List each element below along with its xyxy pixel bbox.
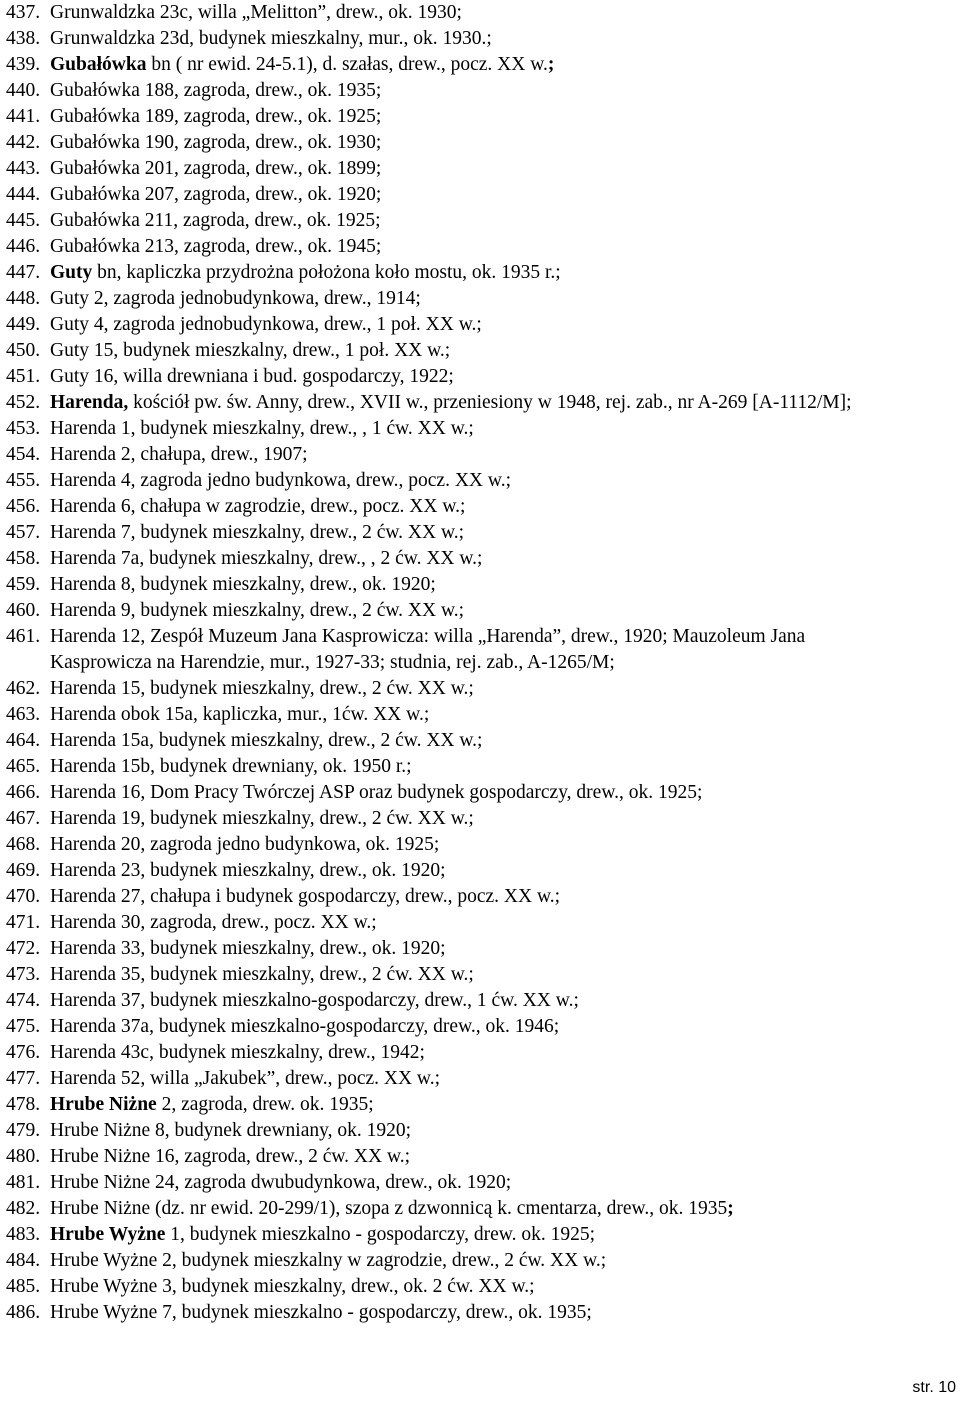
- list-item: [6, 676, 954, 702]
- entry-number: 460.: [6, 600, 41, 621]
- entry-text: Hrube Niżne (dz. nr ewid. 20-299/1), szopa z dzwonnicą k. cmentarza, drew., ok. 1935: [50, 1198, 728, 1219]
- list-item: [6, 1066, 954, 1092]
- entry-number: 484.: [6, 1250, 41, 1271]
- entry-number: 486.: [6, 1302, 41, 1323]
- entry-text: Gubałówka 211, zagroda, drew., ok. 1925;: [50, 210, 381, 231]
- entry-number: 455.: [6, 470, 41, 491]
- entry-text: Gubałówka 188, zagroda, drew., ok. 1935;: [50, 80, 382, 101]
- entry-text: Hrube Niżne 8, budynek drewniany, ok. 1920;: [50, 1120, 412, 1141]
- entry-text: Harenda 19, budynek mieszkalny, drew., 2 ćw. XX w.;: [50, 808, 474, 829]
- entry-number: 465.: [6, 756, 41, 777]
- list-item: [6, 1014, 954, 1040]
- entry-number: 483.: [6, 1224, 41, 1245]
- entry-text: Harenda 27, chałupa i budynek gospodarczy, drew., pocz. XX w.;: [50, 886, 561, 907]
- list-item: [6, 494, 954, 520]
- list-item: [6, 468, 954, 494]
- list-item: [6, 780, 954, 806]
- entry-text: Hrube Wyżne 3, budynek mieszkalny, drew., ok. 2 ćw. XX w.;: [50, 1276, 535, 1297]
- entry-text: Hrube Wyżne 7, budynek mieszkalno - gospodarczy, drew., ok. 1935;: [50, 1302, 592, 1323]
- entry-number: 482.: [6, 1198, 41, 1219]
- entry-number: 475.: [6, 1016, 41, 1037]
- entry-text: Harenda 20, zagroda jedno budynkowa, ok. 1925;: [50, 834, 440, 855]
- list-item: [6, 338, 954, 364]
- list-item: [6, 26, 954, 52]
- entry-number: 441.: [6, 106, 41, 127]
- entry-number: 467.: [6, 808, 41, 829]
- list-item: [6, 1092, 954, 1118]
- list-item: [6, 104, 954, 130]
- list-item: [6, 858, 954, 884]
- entry-number: 456.: [6, 496, 41, 517]
- entry-number: 442.: [6, 132, 41, 153]
- entry-text: 2, zagroda, drew. ok. 1935;: [156, 1094, 374, 1115]
- entry-number: 464.: [6, 730, 41, 751]
- entry-text: Guty 16, willa drewniana i bud. gospodarczy, 1922;: [50, 366, 454, 387]
- list-item: [6, 286, 954, 312]
- list-item: [6, 728, 954, 754]
- entry-text: bn ( nr ewid. 24-5.1), d. szałas, drew., pocz. XX w.: [146, 54, 548, 75]
- entry-text: Harenda 9, budynek mieszkalny, drew., 2 ćw. XX w.;: [50, 600, 465, 621]
- entry-number: 480.: [6, 1146, 41, 1167]
- entry-number: 454.: [6, 444, 41, 465]
- list-item: [6, 624, 954, 676]
- list-item: [6, 884, 954, 910]
- entry-text: Harenda 33, budynek mieszkalny, drew., ok. 1920;: [50, 938, 446, 959]
- entry-text-continuation: Kasprowicza na Harendzie, mur., 1927-33; studnia, rej. zab., A-1265/M;: [50, 652, 615, 673]
- list-item: [6, 806, 954, 832]
- entry-text: Harenda,: [50, 392, 129, 413]
- entry-text: Guty 4, zagroda jednobudynkowa, drew., 1 poł. XX w.;: [50, 314, 482, 335]
- entry-number: 439.: [6, 54, 41, 75]
- list-item: [6, 910, 954, 936]
- entry-number: 468.: [6, 834, 41, 855]
- entry-number: 469.: [6, 860, 41, 881]
- entry-number: 476.: [6, 1042, 41, 1063]
- list-item: [6, 988, 954, 1014]
- entry-number: 472.: [6, 938, 41, 959]
- entry-number: 473.: [6, 964, 41, 985]
- entry-text: Gubałówka 190, zagroda, drew., ok. 1930;: [50, 132, 382, 153]
- entry-text: Harenda 15, budynek mieszkalny, drew., 2 ćw. XX w.;: [50, 678, 474, 699]
- list-item: [6, 832, 954, 858]
- entry-text: Gubałówka 201, zagroda, drew., ok. 1899;: [50, 158, 382, 179]
- entry-number: 437.: [6, 2, 41, 23]
- list-item: [6, 520, 954, 546]
- list-item: [6, 1170, 954, 1196]
- list-item: [6, 390, 954, 416]
- list-item: [6, 702, 954, 728]
- entry-text: Gubałówka 189, zagroda, drew., ok. 1925;: [50, 106, 382, 127]
- list-item: [6, 572, 954, 598]
- entry-text: ;: [547, 54, 555, 75]
- list-item: [6, 754, 954, 780]
- list-item: [6, 1300, 954, 1326]
- list-item: [6, 442, 954, 468]
- entry-number: 481.: [6, 1172, 41, 1193]
- entry-number: 443.: [6, 158, 41, 179]
- list-item: [6, 1144, 954, 1170]
- entry-text: Harenda 37a, budynek mieszkalno-gospodarczy, drew., ok. 1946;: [50, 1016, 560, 1037]
- entry-number: 438.: [6, 28, 41, 49]
- list-item: [6, 78, 954, 104]
- list-item: [6, 962, 954, 988]
- page-number: str. 10: [912, 1379, 956, 1396]
- entry-number: 463.: [6, 704, 41, 725]
- entry-number: 462.: [6, 678, 41, 699]
- entry-text: Harenda 52, willa „Jakubek”, drew., pocz. XX w.;: [50, 1068, 441, 1089]
- list-item: [6, 182, 954, 208]
- entry-number: 457.: [6, 522, 41, 543]
- entry-text: Harenda 2, chałupa, drew., 1907;: [50, 444, 308, 465]
- entry-text: Hrube Wyżne 2, budynek mieszkalny w zagrodzie, drew., 2 ćw. XX w.;: [50, 1250, 607, 1271]
- entry-number: 445.: [6, 210, 41, 231]
- entry-number: 470.: [6, 886, 41, 907]
- list-item: [6, 1196, 954, 1222]
- entry-text: Harenda 37, budynek mieszkalno-gospodarczy, drew., 1 ćw. XX w.;: [50, 990, 579, 1011]
- list-item: [6, 936, 954, 962]
- entry-text: Harenda 4, zagroda jedno budynkowa, drew., pocz. XX w.;: [50, 470, 511, 491]
- entry-number: 477.: [6, 1068, 41, 1089]
- entry-number: 448.: [6, 288, 41, 309]
- list-item: [6, 1118, 954, 1144]
- entry-text: Harenda 30, zagroda, drew., pocz. XX w.;: [50, 912, 377, 933]
- entry-number: 440.: [6, 80, 41, 101]
- entry-number: 446.: [6, 236, 41, 257]
- list-item: [6, 156, 954, 182]
- entry-text: Harenda obok 15a, kapliczka, mur., 1ćw. XX w.;: [50, 704, 430, 725]
- entry-text: kościół pw. św. Anny, drew., XVII w., przeniesiony w 1948, rej. zab., nr A-269 [A-1112/M];: [128, 392, 852, 413]
- entry-text: bn, kapliczka przydrożna położona koło mostu, ok. 1935 r.;: [92, 262, 561, 283]
- entry-text: ;: [727, 1198, 734, 1219]
- entry-text: Guty 2, zagroda jednobudynkowa, drew., 1914;: [50, 288, 421, 309]
- list-item: [6, 1274, 954, 1300]
- list-item: [6, 208, 954, 234]
- entry-text: Guty: [50, 262, 93, 283]
- list-item: [6, 546, 954, 572]
- list-item: [6, 312, 954, 338]
- entry-text: Hrube Wyżne: [50, 1224, 166, 1245]
- list-item: [6, 52, 954, 78]
- entry-number: 452.: [6, 392, 41, 413]
- list-item: [6, 260, 954, 286]
- entry-number: 449.: [6, 314, 41, 335]
- list-item: [6, 1040, 954, 1066]
- entry-text: Gubałówka: [50, 54, 147, 75]
- entry-text: Harenda 16, Dom Pracy Twórczej ASP oraz budynek gospodarczy, drew., ok. 1925;: [50, 782, 703, 803]
- entry-number: 450.: [6, 340, 41, 361]
- entry-text: Harenda 7a, budynek mieszkalny, drew., , 2 ćw. XX w.;: [50, 548, 483, 569]
- entry-text: Harenda 8, budynek mieszkalny, drew., ok. 1920;: [50, 574, 436, 595]
- list-item: [6, 1222, 954, 1248]
- entry-number: 453.: [6, 418, 41, 439]
- list-item: [6, 364, 954, 390]
- entry-text: Gubałówka 213, zagroda, drew., ok. 1945;: [50, 236, 382, 257]
- entry-number: 478.: [6, 1094, 41, 1115]
- entry-text: Hrube Niżne 16, zagroda, drew., 2 ćw. XX w.;: [50, 1146, 411, 1167]
- entry-text: Gubałówka 207, zagroda, drew., ok. 1920;: [50, 184, 382, 205]
- entry-number: 459.: [6, 574, 41, 595]
- list-item: [6, 130, 954, 156]
- entry-text: Harenda 1, budynek mieszkalny, drew., , 1 ćw. XX w.;: [50, 418, 474, 439]
- list-item: [6, 1248, 954, 1274]
- entry-text: Harenda 6, chałupa w zagrodzie, drew., pocz. XX w.;: [50, 496, 466, 517]
- entry-text: Harenda 43c, budynek mieszkalny, drew., 1942;: [50, 1042, 425, 1063]
- entry-number: 447.: [6, 262, 41, 283]
- entry-number: 474.: [6, 990, 41, 1011]
- list-item: [6, 416, 954, 442]
- entry-text: Grunwaldzka 23d, budynek mieszkalny, mur., ok. 1930.;: [50, 28, 492, 49]
- entry-text: Grunwaldzka 23c, willa „Melitton”, drew., ok. 1930;: [50, 2, 462, 23]
- entry-number: 479.: [6, 1120, 41, 1141]
- entry-number: 451.: [6, 366, 41, 387]
- entry-number: 444.: [6, 184, 41, 205]
- entry-text: Harenda 15a, budynek mieszkalny, drew., 2 ćw. XX w.;: [50, 730, 483, 751]
- entry-text: Harenda 15b, budynek drewniany, ok. 1950 r.;: [50, 756, 412, 777]
- entry-text: Harenda 35, budynek mieszkalny, drew., 2 ćw. XX w.;: [50, 964, 474, 985]
- entry-text: Guty 15, budynek mieszkalny, drew., 1 poł. XX w.;: [50, 340, 451, 361]
- entry-number: 458.: [6, 548, 41, 569]
- entry-text: Hrube Niżne 24, zagroda dwubudynkowa, drew., ok. 1920;: [50, 1172, 512, 1193]
- list-item: [6, 598, 954, 624]
- entry-number: 461.: [6, 626, 41, 647]
- entry-number: 485.: [6, 1276, 41, 1297]
- entry-number: 466.: [6, 782, 41, 803]
- entry-number: 471.: [6, 912, 41, 933]
- entry-text: Harenda 12, Zespół Muzeum Jana Kasprowicza: willa „Harenda”, drew., 1920; Mauzoleum Jana: [50, 626, 806, 647]
- list-item: [6, 234, 954, 260]
- entry-text: Harenda 7, budynek mieszkalny, drew., 2 ćw. XX w.;: [50, 522, 465, 543]
- entry-text: Harenda 23, budynek mieszkalny, drew., ok. 1920;: [50, 860, 446, 881]
- list-item: [6, 0, 954, 26]
- entry-text: Hrube Niżne: [50, 1094, 157, 1115]
- entry-text: 1, budynek mieszkalno - gospodarczy, drew. ok. 1925;: [165, 1224, 595, 1245]
